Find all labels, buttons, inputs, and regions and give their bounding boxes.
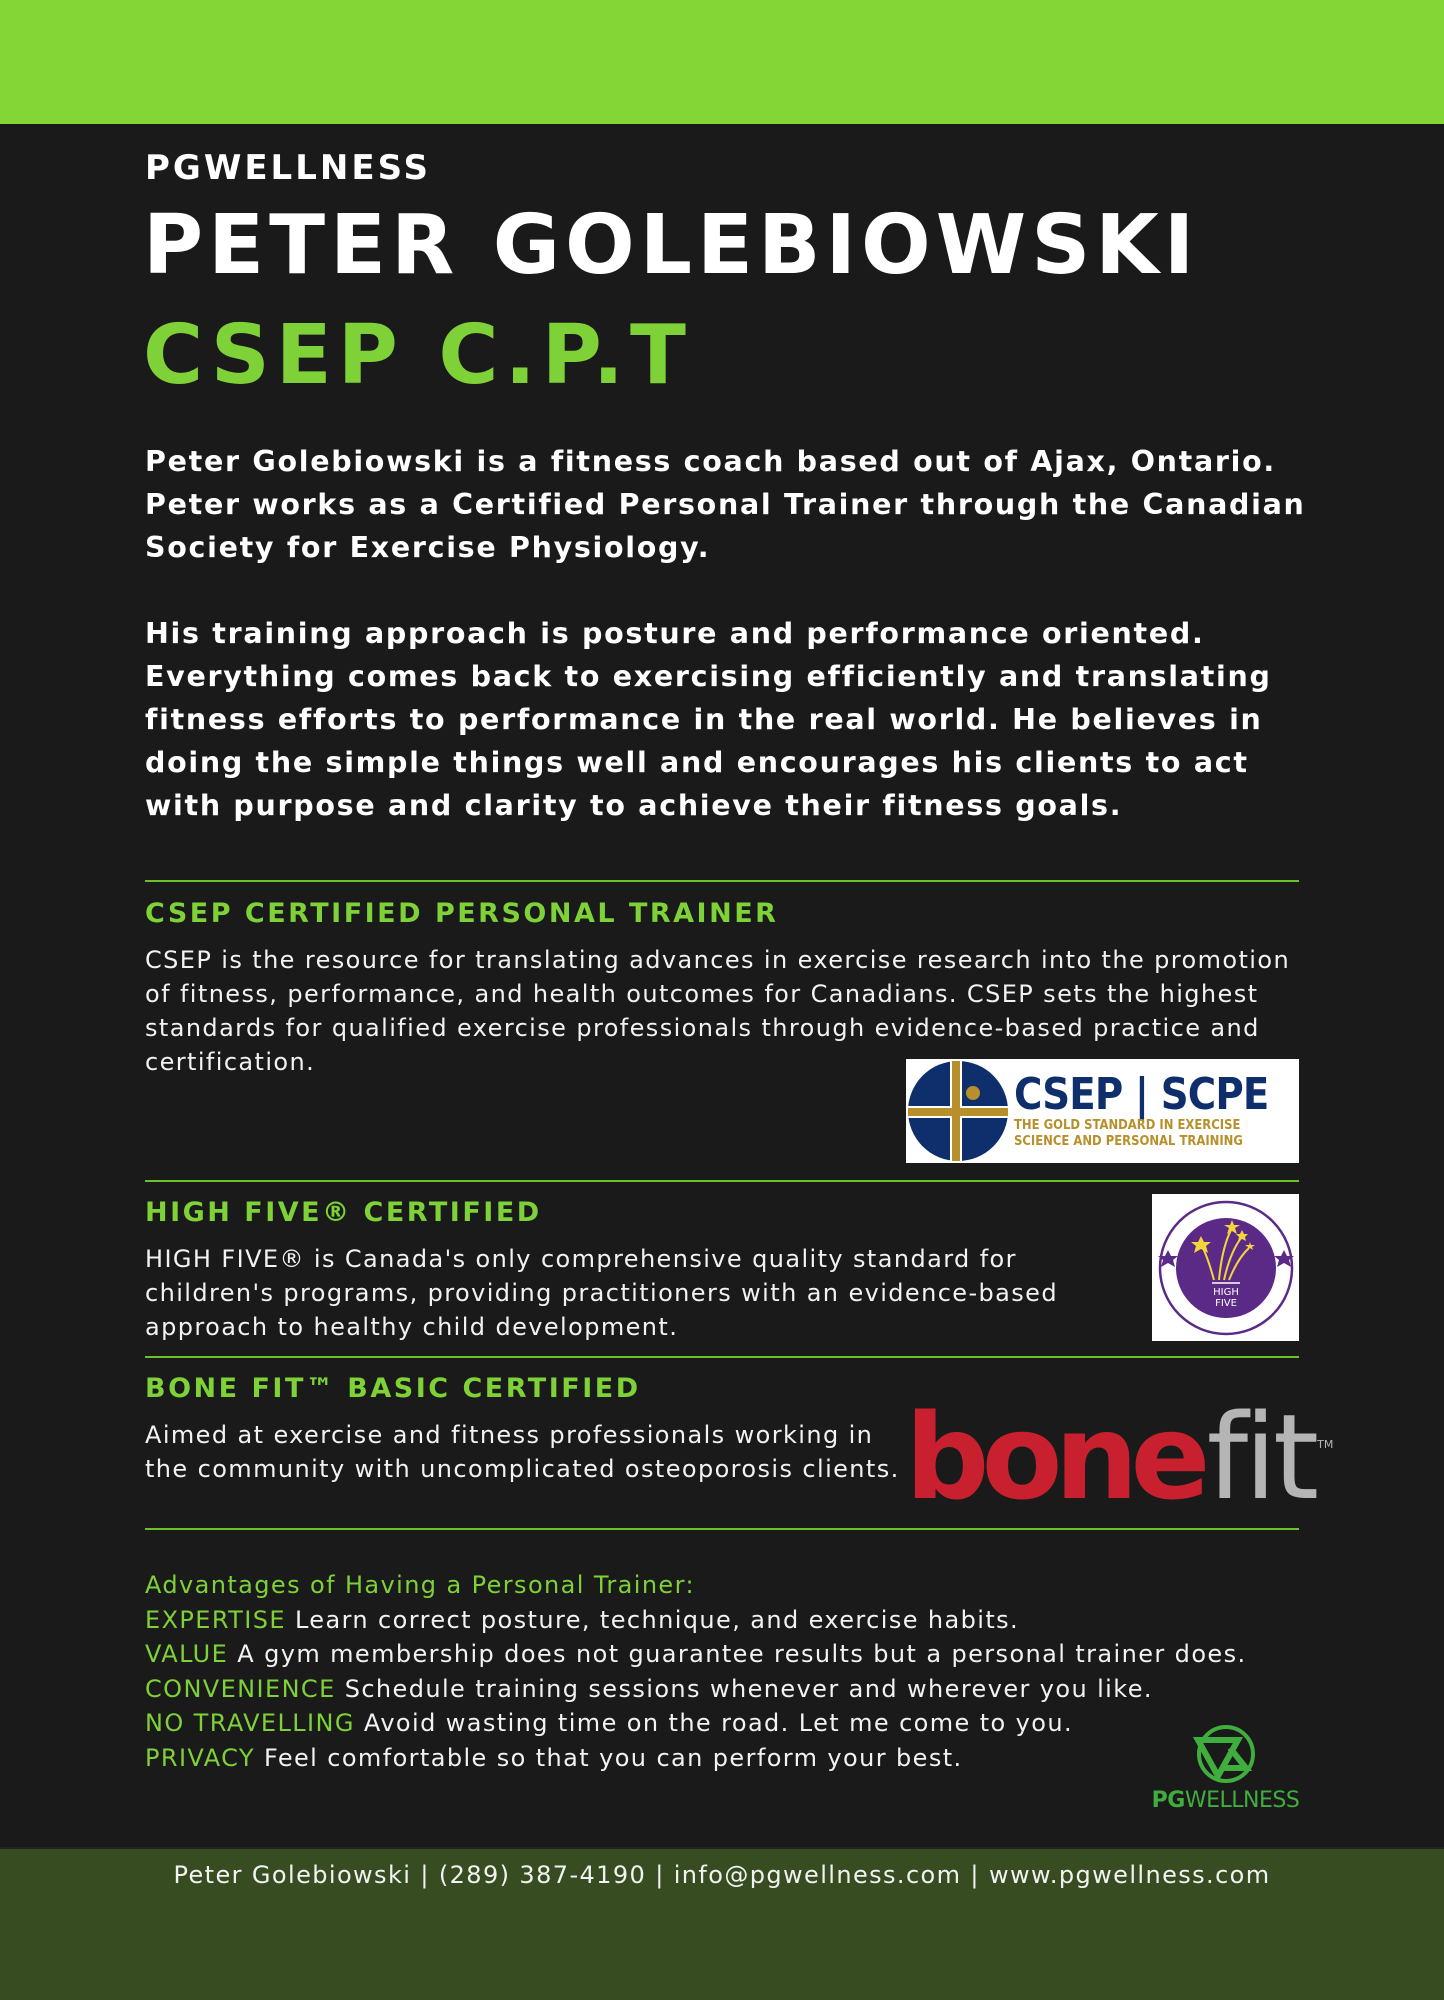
high-five-logo bbox=[1152, 1194, 1299, 1341]
advantage-key: NO TRAVELLING bbox=[145, 1709, 355, 1737]
advantage-item bbox=[145, 1672, 1247, 1707]
pg-wordmark-light: WELLNESS bbox=[1184, 1788, 1300, 1813]
brand-label: PGWELLNESS bbox=[145, 148, 432, 188]
advantage-key: PRIVACY bbox=[145, 1743, 255, 1772]
advantage-key: EXPERTISE bbox=[145, 1605, 286, 1634]
advantage-item bbox=[145, 1603, 1247, 1638]
advantage-item bbox=[145, 1637, 1247, 1672]
section-body-bonefit: Aimed at exercise and fitness professionals working in the community with uncomplicated osteoporosis clients. bbox=[145, 1421, 900, 1483]
footer-contact: Peter Golebiowski | (289) 387-4190 | info@pgwellness.com | www.pgwellness.com bbox=[173, 1861, 1271, 1889]
intro-paragraph: Peter Golebiowski is a fitness coach based out of Ajax, Ontario. Peter works as a Certified Personal Trainer through the Canadian Society for Exercise Physiology. bbox=[145, 445, 1306, 564]
top-accent-bar bbox=[0, 0, 1444, 124]
section-divider bbox=[145, 1180, 1299, 1182]
section-divider bbox=[145, 1528, 1299, 1530]
page-title: PETER GOLEBIOWSKI bbox=[143, 198, 1200, 293]
csep-scpe-logo bbox=[906, 1059, 1299, 1163]
high-five-line-1: HIGH bbox=[1212, 1286, 1239, 1298]
pg-wordmark-bold: PG bbox=[1151, 1788, 1185, 1813]
high-five-line-2: FIVE bbox=[1214, 1297, 1237, 1309]
csep-emblem-icon bbox=[906, 1059, 1010, 1163]
section-body-highfive: HIGH FIVE® is Canada's only comprehensive quality standard for children's programs, providing practitioners with an evidence-based approach to healthy child development. bbox=[145, 1245, 1058, 1341]
section-title-highfive: HIGH FIVE® CERTIFIED bbox=[145, 1197, 542, 1228]
section-divider bbox=[145, 1356, 1299, 1358]
pg-monogram-icon bbox=[1148, 1722, 1303, 1788]
trademark-mark: TM bbox=[1317, 1438, 1334, 1451]
advantage-text: A gym membership does not guarantee results but a personal trainer does. bbox=[237, 1640, 1247, 1668]
advantage-text: Learn correct posture, technique, and exercise habits. bbox=[294, 1605, 1020, 1634]
advantages-list bbox=[145, 1568, 1247, 1775]
credential-title: CSEP C.P.T bbox=[143, 308, 692, 403]
advantage-text: Avoid wasting time on the road. Let me come to you. bbox=[363, 1709, 1073, 1737]
advantage-key: CONVENIENCE bbox=[145, 1674, 336, 1703]
advantage-text: Schedule training sessions whenever and wherever you like. bbox=[344, 1674, 1153, 1703]
advantage-text: Feel comfortable so that you can perform your best. bbox=[263, 1743, 963, 1772]
advantage-item bbox=[145, 1706, 1247, 1741]
csep-wordmark: CSEP | SCPE bbox=[1014, 1069, 1269, 1120]
section-title-bonefit: BONE FIT™ BASIC CERTIFIED bbox=[145, 1373, 641, 1404]
advantage-key: VALUE bbox=[145, 1640, 229, 1668]
bonefit-logo-fit: fit bbox=[1206, 1388, 1316, 1526]
bonefit-logo-bone: bone bbox=[905, 1388, 1203, 1526]
section-divider bbox=[145, 880, 1299, 882]
pgwellness-wordmark bbox=[1148, 1788, 1303, 1813]
csep-tagline: SCIENCE AND PERSONAL TRAINING bbox=[1014, 1133, 1243, 1149]
csep-tagline: THE GOLD STANDARD IN EXERCISE bbox=[1014, 1117, 1241, 1133]
high-five-badge-icon bbox=[1156, 1198, 1296, 1338]
intro-paragraph: His training approach is posture and performance oriented. Everything comes back to exercising efficiently and translating fitness efforts to performance in the real world. He believes in doing the simple things well and encourages his clients to act with purpose and clarity to achieve their fitness goals. bbox=[145, 617, 1272, 822]
section-body-csep: CSEP is the resource for translating advances in exercise research into the promotion of fitness, performance, and health outcomes for Canadians. CSEP sets the highest standards for qualified exercise professionals through evidence-based practice and certification. bbox=[145, 946, 1291, 1076]
advantage-item bbox=[145, 1741, 1247, 1776]
section-title-csep: CSEP CERTIFIED PERSONAL TRAINER bbox=[145, 898, 779, 929]
pgwellness-logo bbox=[1148, 1722, 1303, 1818]
intro-text bbox=[145, 440, 1315, 827]
advantages-heading: Advantages of Having a Personal Trainer: bbox=[145, 1571, 695, 1599]
bonefit-logo bbox=[905, 1388, 1334, 1526]
